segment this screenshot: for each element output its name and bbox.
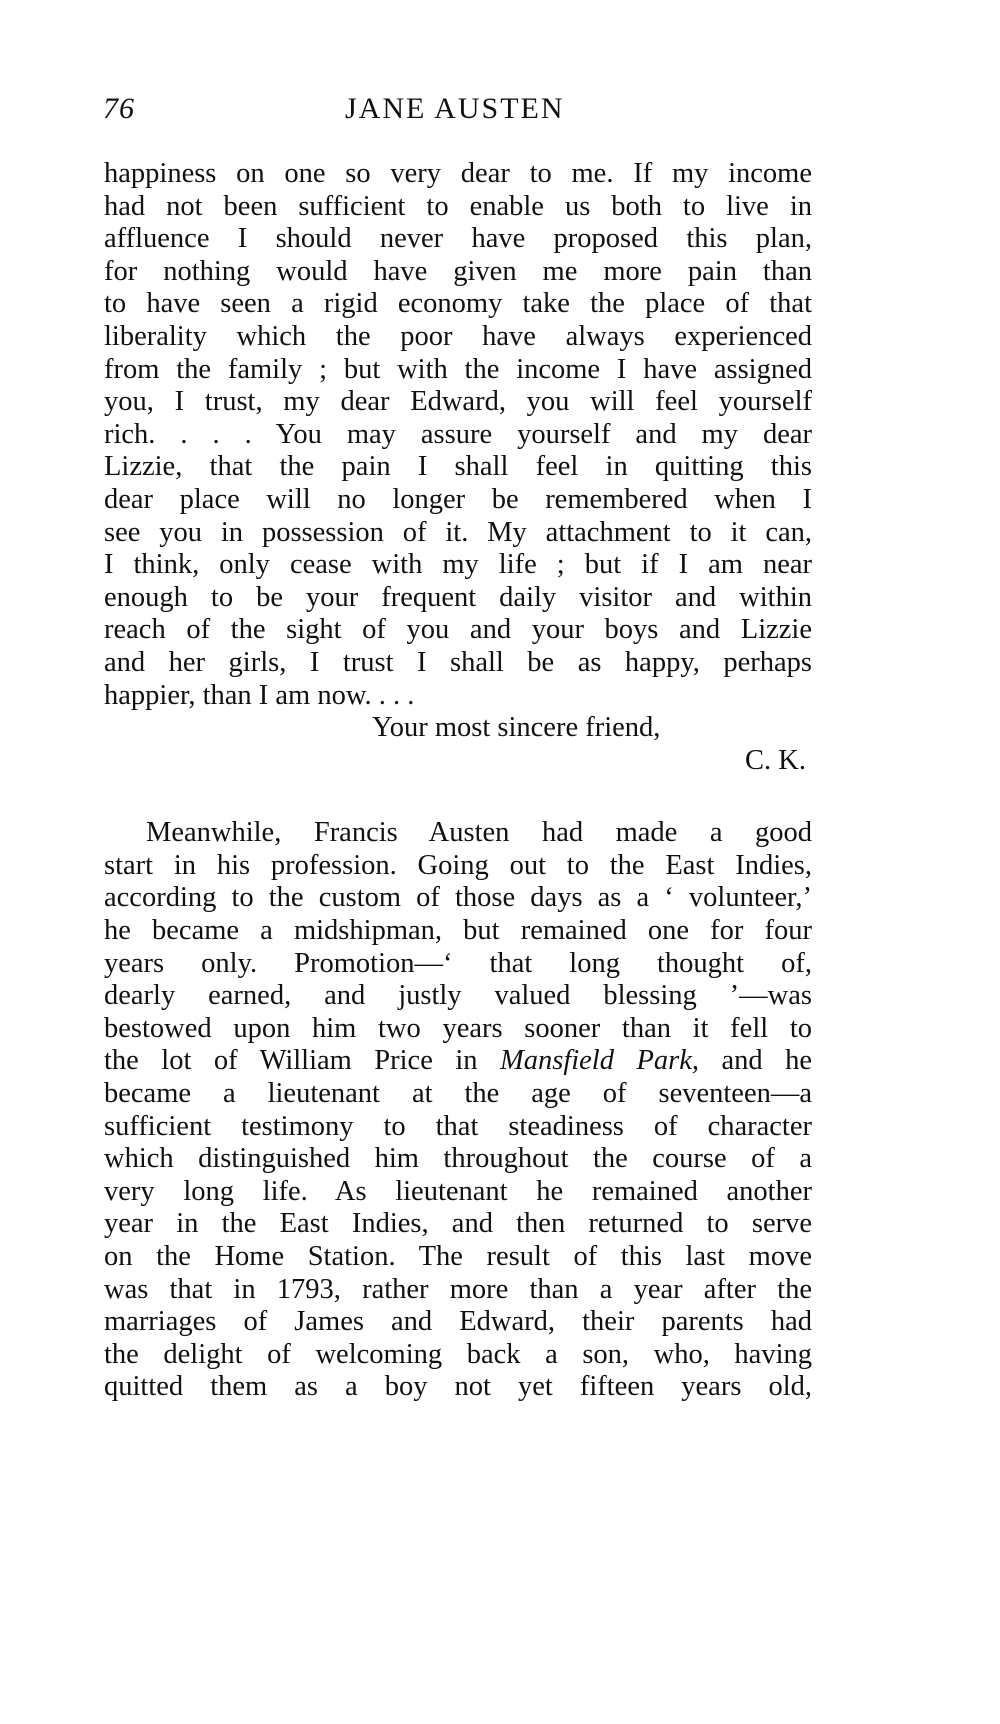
- page-header: [0, 92, 1000, 132]
- paragraph-line: became a lieutenant at the age of seventeen—a: [104, 1078, 812, 1110]
- letter-line: you, I trust, my dear Edward, you will feel yourself: [104, 386, 812, 418]
- running-title: JANE AUSTEN: [345, 92, 565, 125]
- paragraph-line: start in his profession. Going out to the East Indies,: [104, 849, 812, 881]
- body-text: [104, 158, 812, 1404]
- letter-line: happiness on one so very dear to me. If my income: [104, 158, 812, 189]
- letter-line: had not been sufficient to enable us both to live in: [104, 190, 812, 222]
- paragraph-line: dearly earned, and justly valued blessing ’—was: [104, 980, 812, 1012]
- letter-line: for nothing would have given me more pain than: [104, 255, 812, 287]
- paragraph-line: he became a midshipman, but remained one for four: [104, 915, 812, 947]
- letter-line: see you in possession of it. My attachment to it can,: [104, 516, 812, 548]
- letter-line: reach of the sight of you and your boys and Lizzie: [104, 614, 812, 646]
- paragraph-line: Meanwhile, Francis Austen had made a good: [146, 817, 812, 849]
- paragraph-line: years only. Promotion—‘ that long thought of,: [104, 947, 812, 979]
- letter-excerpt: [104, 158, 812, 777]
- letter-line: liberality which the poor have always experienced: [104, 320, 812, 352]
- letter-line: I think, only cease with my life ; but if I am near: [104, 549, 812, 581]
- letter-line: to have seen a rigid economy take the place of that: [104, 288, 812, 320]
- letter-line: rich. . . . You may assure yourself and my dear: [104, 418, 812, 450]
- paragraph-line-with-italic: [104, 1045, 812, 1078]
- paragraph-line: sufficient testimony to that steadiness of character: [104, 1110, 812, 1142]
- letter-line: affluence I should never have proposed this plan,: [104, 223, 812, 255]
- letter-line: happier, than I am now. . . .: [104, 679, 415, 711]
- paragraph-line: was that in 1793, rather more than a year after the: [104, 1273, 812, 1305]
- narrative-paragraph: [104, 817, 812, 1404]
- paragraph-line: quitted them as a boy not yet fifteen years old,: [104, 1371, 812, 1403]
- letter-line: and her girls, I trust I shall be as happy, perhaps: [104, 646, 812, 678]
- letter-line: from the family ; but with the income I have assigned: [104, 353, 812, 385]
- letter-signature: C. K.: [745, 744, 806, 776]
- text-before-title: the lot of William Price in: [104, 1045, 500, 1077]
- paragraph-line: on the Home Station. The result of this last move: [104, 1241, 812, 1272]
- paragraph-line: which distinguished him throughout the course of a: [104, 1143, 812, 1175]
- paragraph-line: according to the custom of those days as a ‘ volunteer,’: [104, 882, 812, 914]
- page-number: 76: [103, 92, 135, 125]
- paragraph-line: very long life. As lieutenant he remained another: [104, 1175, 812, 1207]
- paragraph-line: marriages of James and Edward, their parents had: [104, 1306, 812, 1338]
- letter-line: enough to be your frequent daily visitor and within: [104, 581, 812, 613]
- book-title-italic: Mansfield Park,: [499, 1045, 699, 1077]
- paragraph-line: year in the East Indies, and then returned to serve: [104, 1208, 812, 1240]
- letter-closing: Your most sincere friend,: [372, 712, 661, 744]
- letter-line: Lizzie, that the pain I shall feel in quitting this: [104, 451, 812, 483]
- paragraph-line: bestowed upon him two years sooner than it fell to: [104, 1012, 812, 1044]
- paragraph-line: the delight of welcoming back a son, who, having: [104, 1338, 812, 1370]
- paragraph-gap: [104, 777, 812, 817]
- text-after-title: and he: [698, 1045, 812, 1077]
- letter-line: dear place will no longer be remembered when I: [104, 483, 812, 515]
